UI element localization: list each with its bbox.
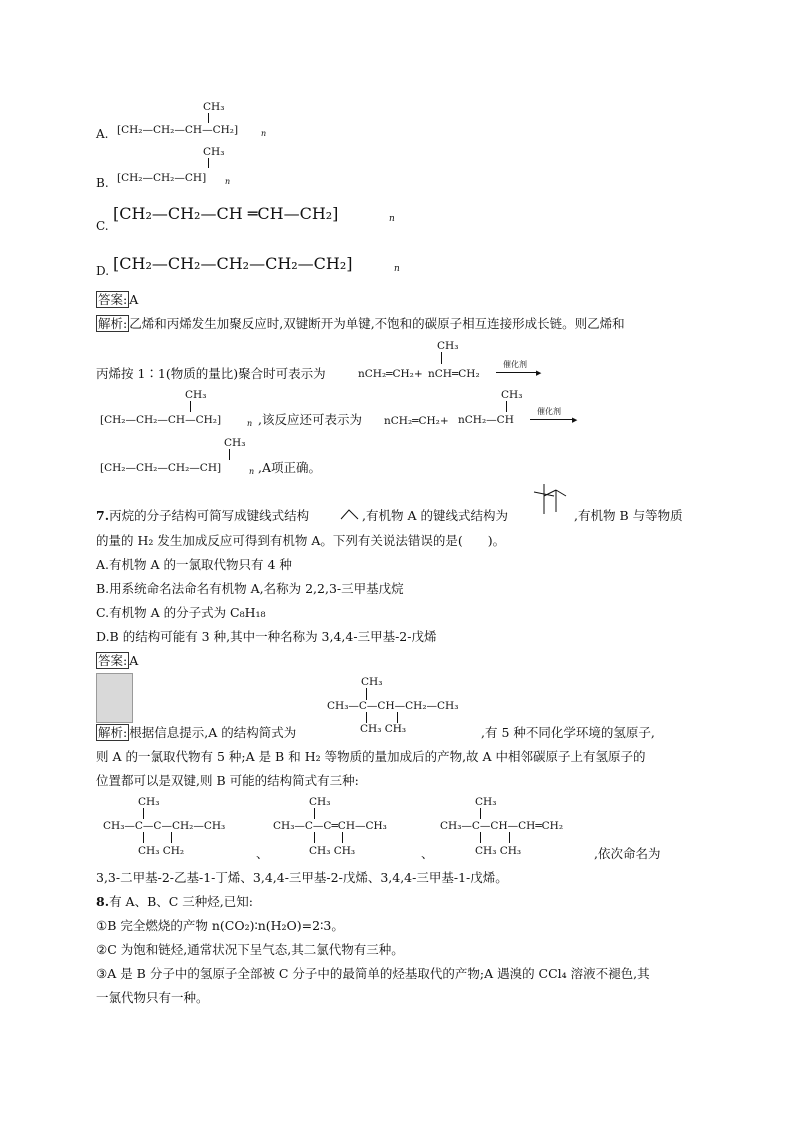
product2-branch: CH₃ xyxy=(224,437,246,449)
option-b-branch: CH₃ xyxy=(203,146,225,158)
catalyst-label: 催化剂 xyxy=(503,360,527,369)
bond-line xyxy=(314,832,315,843)
bond-line xyxy=(509,832,510,843)
q7-tail-text: ,依次命名为 xyxy=(594,846,661,861)
q7-option-d: D.B 的结构可能有 3 种,其中一种名称为 3,4,4-三甲基-2-戊烯 xyxy=(96,629,437,644)
product2-formula: [CH₂—CH₂—CH₂—CH] xyxy=(100,462,222,474)
option-d-formula: [CH₂—CH₂—CH₂—CH₂—CH₂] xyxy=(113,254,353,273)
b2-main: CH₃—C—C═CH—CH₃ xyxy=(273,820,387,832)
analysis-text: 乙烯和丙烯发生加聚反应时,双键断开为单键,不饱和的碳原子相互连接形成长链。则乙烯和 xyxy=(129,316,625,331)
bond-line xyxy=(342,832,343,843)
option-b-label: B. xyxy=(96,176,109,190)
q8-item3-line1: ③A 是 B 分子中的氢原子全部被 C 分子中的最简单的烃基取代的产物;A 遇溴的 CCl₄ 溶液不褪色,其 xyxy=(96,966,650,981)
struct-a-main: CH₃—C—CH—CH₂—CH₃ xyxy=(327,700,459,712)
reaction-arrow xyxy=(530,419,574,420)
b1-main: CH₃—C—C—CH₂—CH₃ xyxy=(103,820,226,832)
bond-line xyxy=(171,832,172,843)
b1-top: CH₃ xyxy=(138,796,160,808)
separator: 、 xyxy=(256,846,269,861)
bond-line xyxy=(397,712,398,723)
equation-reactant-1: nCH₂═CH₂+ xyxy=(358,368,423,380)
option-c-subscript: n xyxy=(389,214,395,224)
equation-reactant-2: nCH═CH₂ xyxy=(428,368,480,380)
option-c-formula: [CH₂—CH₂—CH ═CH—CH₂] xyxy=(113,204,339,223)
b3-top: CH₃ xyxy=(475,796,497,808)
b1-bottom: CH₃ CH₂ xyxy=(138,845,185,857)
analysis-text: 根据信息提示,A 的结构简式为 xyxy=(129,725,297,740)
q7-stem-line1 xyxy=(96,508,309,524)
q8-stem-text: 有 A、B、C 三种烃,已知: xyxy=(109,894,253,909)
option-d-subscript: n xyxy=(394,264,400,274)
bond-line xyxy=(208,158,209,168)
option-c-label: C. xyxy=(96,219,109,233)
q6-analysis-line1 xyxy=(96,316,625,332)
catalyst-label: 催化剂 xyxy=(537,407,561,416)
bond-line xyxy=(480,832,481,843)
reaction-arrow xyxy=(496,372,538,373)
product1-formula: [CH₂—CH₂—CH—CH₂] xyxy=(100,414,222,426)
q7-stem-text: ,有机物 B 与等物质 xyxy=(574,508,683,523)
equation-branch: CH₃ xyxy=(437,340,459,352)
arrow-head-icon: ▶ xyxy=(536,369,542,377)
analysis-label: 解析: xyxy=(98,316,128,331)
equation2-reactant-1: nCH₂═CH₂+ xyxy=(384,415,449,427)
q8-item3-line2: 一氯代物只有一种。 xyxy=(96,990,209,1005)
q6-analysis-line2: 丙烯按 1∶1(物质的量比)聚合时可表示为 xyxy=(96,366,326,381)
q7-analysis-line1 xyxy=(96,725,296,741)
image-placeholder xyxy=(96,673,133,723)
answer-label: 答案: xyxy=(98,292,128,307)
b3-bottom: CH₃ CH₃ xyxy=(475,845,522,857)
b2-top: CH₃ xyxy=(309,796,331,808)
option-b-formula: [CH₂—CH₂—CH] xyxy=(117,172,207,184)
q7-analysis-line3: 位置都可以是双键,则 B 可能的结构简式有三种: xyxy=(96,773,359,788)
arrow-head-icon: ▶ xyxy=(572,416,578,424)
q7-number: 7. xyxy=(96,508,110,523)
q7-answer xyxy=(96,653,138,669)
q7-names: 3,3-二甲基-2-乙基-1-丁烯、3,4,4-三甲基-2-戊烯、3,4,4-三甲基-1-戊烯。 xyxy=(96,870,508,885)
bond-line xyxy=(480,808,481,819)
struct-a-top: CH₃ xyxy=(361,676,383,688)
bond-line xyxy=(143,832,144,843)
bond-line xyxy=(229,449,230,460)
bond-line xyxy=(366,688,367,700)
q8-item2: ②C 为饱和链烃,通常状况下呈气态,其二氯代物有三种。 xyxy=(96,942,404,957)
product2-subscript: n xyxy=(249,467,255,476)
q7-option-a: A.有机物 A 的一氯取代物只有 4 种 xyxy=(96,557,292,572)
equation2-branch: CH₃ xyxy=(501,389,523,401)
answer-value: A xyxy=(129,653,139,668)
q8-stem xyxy=(96,894,253,910)
equation2-reactant-2: nCH₂—CH xyxy=(458,414,514,426)
q8-item1: ①B 完全燃烧的产物 n(CO₂)∶n(H₂O)=2∶3。 xyxy=(96,918,344,933)
product1-subscript: n xyxy=(247,419,253,428)
bond-line xyxy=(314,808,315,819)
bond-line xyxy=(441,352,442,364)
compound-a-skeletal-icon xyxy=(530,482,570,522)
option-b-subscript: n xyxy=(225,177,231,186)
bond-line xyxy=(143,808,144,819)
product1-branch: CH₃ xyxy=(185,389,207,401)
q6-answer xyxy=(96,292,138,308)
bond-line xyxy=(366,712,367,723)
analysis-label: 解析: xyxy=(98,725,128,740)
option-a-branch: CH₃ xyxy=(203,101,225,113)
b2-bottom: CH₃ CH₃ xyxy=(309,845,356,857)
q7-stem-text: ,有机物 A 的键线式结构为 xyxy=(362,508,508,523)
option-d-label: D. xyxy=(96,264,110,278)
answer-value: A xyxy=(129,292,139,307)
q7-stem-text: 丙烷的分子结构可简写成键线式结构 xyxy=(109,508,310,523)
separator: 、 xyxy=(421,846,434,861)
answer-label: 答案: xyxy=(98,653,128,668)
q7-analysis-line1-tail: ,有 5 种不同化学环境的氢原子, xyxy=(481,725,655,740)
bond-line xyxy=(506,401,507,412)
q8-number: 8. xyxy=(96,894,110,909)
bond-line xyxy=(190,401,191,412)
struct-a-bottom: CH₃ CH₃ xyxy=(360,723,407,735)
propane-skeletal-icon xyxy=(340,508,360,520)
bond-line xyxy=(208,113,209,123)
q7-stem-line2: 的量的 H₂ 发生加成反应可得到有机物 A。下列有关说法错误的是( )。 xyxy=(96,533,506,548)
q7-option-c: C.有机物 A 的分子式为 C₈H₁₈ xyxy=(96,605,266,620)
option-a-formula: [CH₂—CH₂—CH—CH₂] xyxy=(117,124,239,136)
b3-main: CH₃—C—CH—CH═CH₂ xyxy=(440,820,564,832)
q6-line3-text: ,该反应还可表示为 xyxy=(258,412,362,427)
q7-analysis-line2: 则 A 的一氯取代物有 5 种;A 是 B 和 H₂ 等物质的量加成后的产物,故 A 中相邻碳原子上有氢原子的 xyxy=(96,749,646,764)
q7-option-b: B.用系统命名法命名有机物 A,名称为 2,2,3-三甲基戊烷 xyxy=(96,581,404,596)
q6-line4-text: ,A项正确。 xyxy=(258,460,322,475)
option-a-label: A. xyxy=(96,127,109,141)
option-a-subscript: n xyxy=(261,129,267,138)
